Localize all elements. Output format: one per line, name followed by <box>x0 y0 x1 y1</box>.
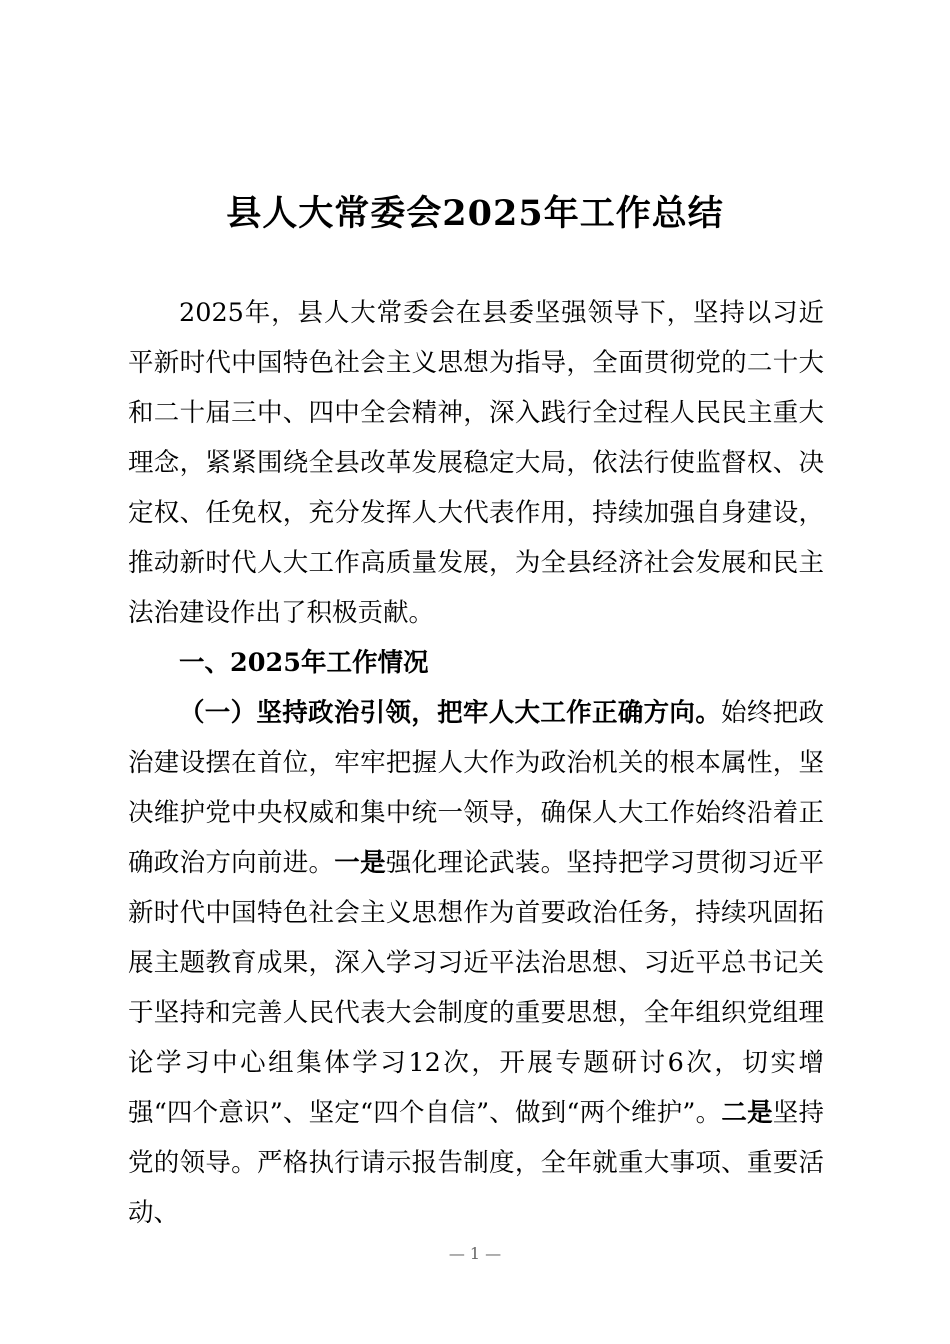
point-2-text: 坚持党的领导。严格执行请示报告制度，全年就重大事项、重要活动、 <box>128 1098 824 1228</box>
subsection-heading: （一）坚持政治引领，把牢人大工作正确方向。 <box>179 698 722 728</box>
document-body <box>128 288 824 1238</box>
page-number: — 1 — <box>448 1244 502 1263</box>
document-title: 县人大常委会2025年工作总结 <box>226 193 724 234</box>
section-heading: 一、2025年工作情况 <box>179 648 429 678</box>
point-2-label: 二是 <box>721 1098 773 1128</box>
intro-paragraph: 2025年，县人大常委会在县委坚强领导下，坚持以习近平新时代中国特色社会主义思想为指导，全面贯彻党的二十大和二十届三中、四中全会精神，深入践行全过程人民民主重大理念，紧紧围绕全县改革发展稳定大局，依法行使监督权、决定权、任免权，充分发挥人大代表作用，持续加强自身建设，推动新时代人大工作高质量发展，为全县经济社会发展和民主法治建设作出了积极贡献。 <box>128 298 824 628</box>
subsection-text: 始终把政治建设摆在首位，牢牢把握人大作为政治机关的根本属性，坚决维护党中央权威和集中统一领导，确保人大工作始终沿着正确政治方向前进。 <box>128 698 824 878</box>
subsection-paragraph <box>128 688 824 1238</box>
point-1-text: 强化理论武装。坚持把学习贯彻习近平新时代中国特色社会主义思想作为首要政治任务，持续巩固拓展主题教育成果，深入学习习近平法治思想、习近平总书记关于坚持和完善人民代表大会制度的重要思想，全年组织党组理论学习中心组集体学习12次，开展专题研讨6次，切实增强“四个意识”、坚定“四个自信”、做到“两个维护”。 <box>128 848 824 1128</box>
point-1-label: 一是 <box>334 848 386 878</box>
